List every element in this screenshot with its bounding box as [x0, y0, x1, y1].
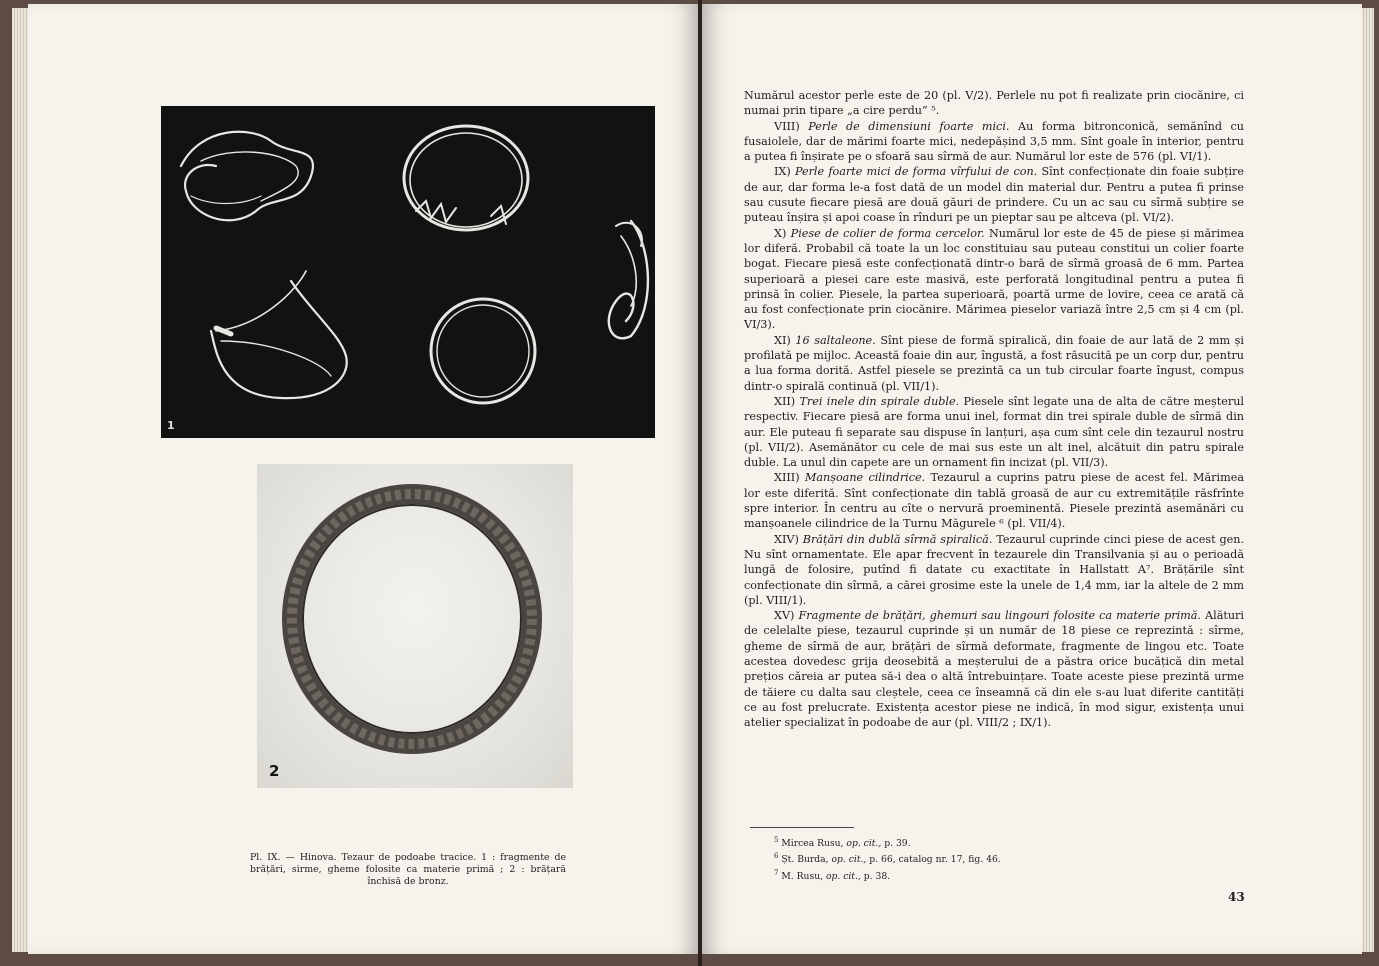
paragraph-numeral: X) [774, 226, 787, 240]
paragraph-numeral: XV) [774, 609, 795, 623]
paragraph-text: Numărul lor este de 45 de piese și mărimea lor diferă. Probabil că toate la un loc constituiau sau puteau constitui un colier foarte bogat. Fiecare piesă este confecționată dintr-o bară de sîrmă groasă de 6 mm. Partea superioară a piesei care este masivă, este perforată longitudinal pentru a putea fi prinsă în colier. Piesele, la partea superioară, poartă urme de lovire, ceea ce arată că au fost confecționate prin ciocănire. Mărimea pieselor variază între 2,5 cm și 4 cm (pl. VI/3). [744, 226, 1245, 332]
page-edges-right [1360, 8, 1374, 952]
paragraph-numeral: XIII) [774, 471, 800, 485]
plate-photo-bronze-bracelet [257, 464, 573, 788]
footnote-number: 5 [774, 836, 779, 844]
bronze-bracelet-illustration [257, 464, 573, 788]
footnote-number: 7 [774, 868, 779, 877]
paragraph-text: Au forma bitronconică, semănînd cu fusaiolele, dar de mărimi foarte mici, nedepășind 3,5 mm. Sînt goale în interior, pentru a putea fi înșirate pe o sfoară sau sîrmă de aur. Numărul lor este de 576 (pl. VI/1). [744, 119, 1244, 164]
footnote [774, 834, 1254, 850]
plate-number-2: 2 [269, 762, 280, 780]
paragraph [744, 226, 1244, 333]
wire-fragments-illustration [161, 106, 655, 438]
footnote-pages: p. 39. [884, 838, 911, 850]
footnote-ref: op. cit., [846, 838, 882, 850]
plate-photo-wire-fragments [161, 106, 655, 438]
paragraph-text: Alături de celelalte piese, tezaurul cuprinde și un număr de 18 piese ce reprezintă : sîrme, gheme de sîrmă de aur, brățări de sîrmă deformate, fragmente de lingou etc. Toate acestea dovedesc grija deosebită a meșterului de a păstra orice bucățică din metal prețios căreia ar putea să-i dea o altă întrebuințare. Toate aceste piese prezintă urme de tăiere cu dalta sau cleștele, ceea ce înseamnă că din ele s-au luat diferite cantități ce au fost prelucrate. Existența acestor piese ne indică, în mod sigur, existența unui atelier specializat în podoabe de aur (pl. VIII/2 ; IX/1). [744, 609, 1244, 730]
paragraph-title: Piese de colier de forma cercelor. [790, 226, 985, 240]
paragraph-title: Manșoane cilindrice. [804, 471, 926, 485]
paragraph-numeral: XI) [774, 333, 791, 347]
plate-number-1: 1 [167, 419, 175, 432]
plate-caption: Pl. IX. — Hinova. Tezaur de podoabe tracice. 1 : fragmente de brățări, sirme, gheme folosite ca materie primă ; 2 : brățară închisă de bronz. [250, 852, 566, 887]
paragraph [744, 88, 1244, 119]
footnote-pages: p. 66, catalog nr. 17, fig. 46. [869, 854, 1001, 866]
paragraph [744, 394, 1244, 470]
paragraph-numeral: XIV) [774, 532, 799, 546]
paragraph-text: Sînt piese de formă spiralică, din foaie de aur lată de 2 mm și profilată pe mijloc. Această foaie din aur, îngustă, a fost răsucită pe un corp dur, pentru a lua forma dorită. Astfel piesele se prezintă ca un tub circular foarte îngust, compus dintr-o spirală continuă (pl. VII/1). [744, 333, 1244, 393]
footnote-number: 6 [774, 852, 779, 861]
paragraph-text: Tezaurul cuprinde cinci piese de acest gen. Nu sînt ornamentate. Ele apar frecvent în tezaurele din Transilvania și au o perioadă lungă de folosire, putînd fi datate cu exactitate în Hallstatt A⁷. Brățările sînt confecționate din sîrmă, a cărei grosime este la unele de 1,4 mm, iar la altele de 2 mm (pl. VIII/1). [744, 532, 1244, 607]
left-page [28, 4, 698, 954]
footnote-pages: p. 38. [863, 871, 891, 882]
footnote-author: Mircea Rusu, [781, 838, 844, 850]
footnote [774, 850, 1254, 866]
paragraph-numeral: IX) [774, 165, 791, 179]
paragraph-numeral: VIII) [774, 119, 800, 133]
footnote-rule [750, 827, 854, 828]
paragraph [744, 333, 1244, 394]
footnote-author: M. Rusu, [781, 871, 824, 882]
paragraph-title: Brățări din dublă sîrmă spiralică. [802, 532, 993, 546]
footnote [774, 867, 1254, 883]
paragraph-text: Tezaurul a cuprins patru piese de acest fel. Mărimea lor este diferită. Sînt confecționate din tablă groasă de aur cu extremitățile răsfrînte spre interior. În centru au cîte o nervură proeminentă. Piesele prezintă asemănări cu manșoanele cilindrice de la Turnu Măgurele ⁶ (pl. VII/4). [744, 471, 1244, 531]
paragraph [744, 532, 1244, 608]
paragraph-title: Perle de dimensiuni foarte mici. [808, 119, 1010, 133]
paragraph [744, 164, 1244, 225]
paragraph [744, 608, 1244, 730]
footnote-ref: op. cit., [825, 871, 861, 882]
paragraph [744, 470, 1244, 531]
paragraph-numeral: XII) [774, 394, 796, 408]
paragraph-text: Sînt confecționate din foaie subțire de aur, dar forma le-a fost dată de un model din material dur. Pentru a putea fi prinse sau cusute fiecare piesă are două găuri de prindere. Cu un ac sau cu sîrmă subțire se puteau înșira și apoi coase în rînduri pe un pieptar sau pe altceva (pl. VI/2). [744, 165, 1244, 225]
paragraph-title: Fragmente de brățări, ghemuri sau lingouri folosite ca materie primă. [798, 609, 1201, 623]
footnote-ref: op. cit., [831, 854, 867, 866]
paragraph-text: Piesele sînt legate una de alta de către meșterul respectiv. Fiecare piesă are forma unui inel, format din trei spirale duble de sîrmă din aur. Ele puteau fi separate sau dispuse în lanțuri, așa cum sînt cele din tezaurul nostru (pl. VII/2). Asemănător cu cele de mai sus este un alt inel, alcătuit din patru spirale duble. La unul din capete are un ornament fin incizat (pl. VII/3). [744, 394, 1244, 470]
page-number: 43 [1228, 890, 1245, 904]
right-page [702, 4, 1362, 954]
paragraph [744, 119, 1244, 165]
paragraph-title: 16 saltaleone. [795, 333, 876, 347]
paragraph-title: Perle foarte mici de forma vîrfului de con. [794, 165, 1038, 179]
footnotes [774, 834, 1254, 883]
body-text [744, 88, 1244, 730]
footnote-author: Șt. Burda, [781, 854, 829, 866]
paragraph-text: Numărul acestor perle este de 20 (pl. V/2). Perlele nu pot fi realizate prin ciocănire, ci numai prin tipare „a cire perdu” ⁵. [744, 89, 1244, 118]
paragraph-title: Trei inele din spirale duble. [799, 394, 960, 408]
